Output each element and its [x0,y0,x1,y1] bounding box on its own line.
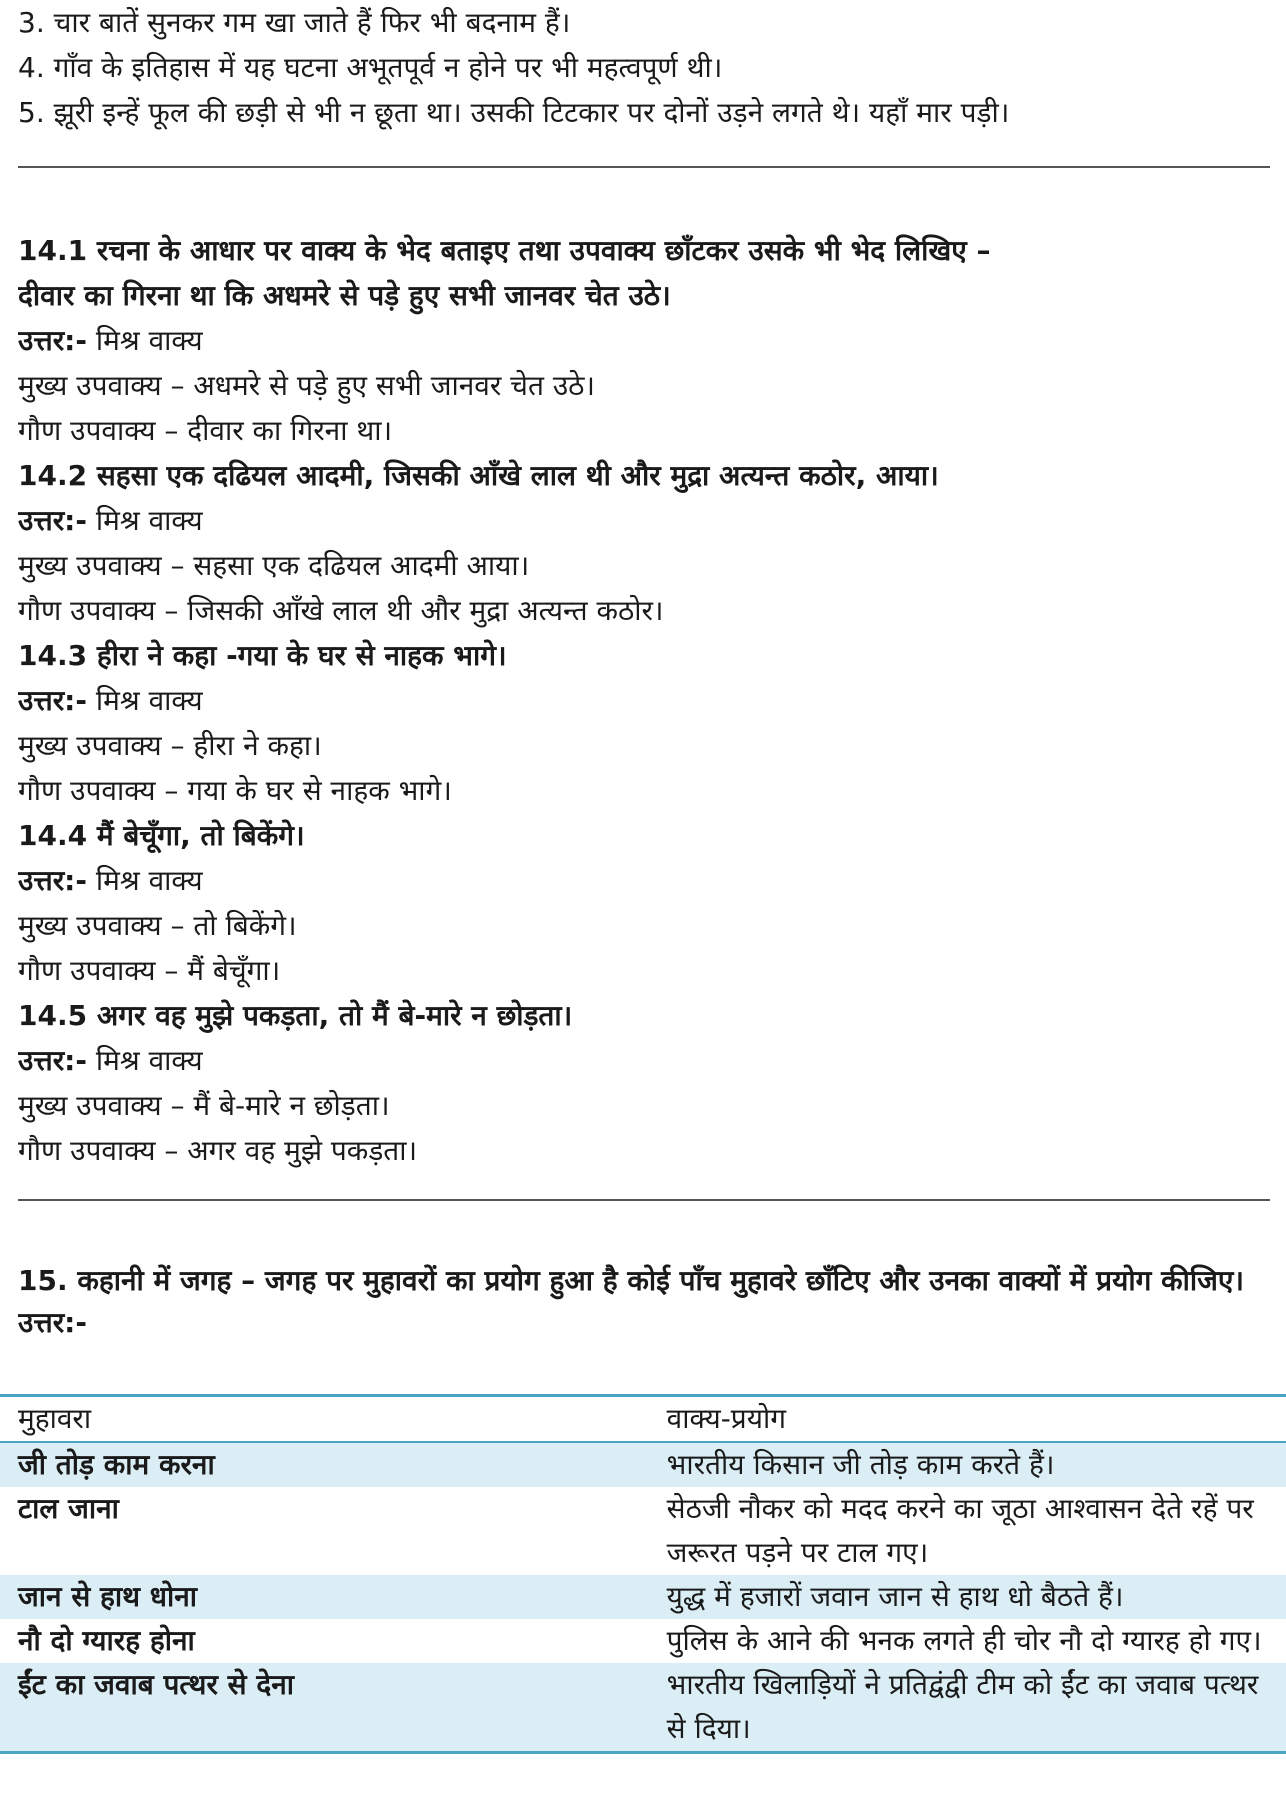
question-14-1-title: 14.1 रचना के आधार पर वाक्य के भेद बताइए तथा उपवाक्य छाँटकर उसके भी भेद लिखिए – [18,234,991,267]
question-14-2: 14.2 सहसा एक दढियल आदमी, जिसकी आँखे लाल थी और मुद्रा अत्यन्त कठोर, आया। [18,459,939,492]
question-15-section [18,1258,1268,1343]
sub-clause-14-1: गौण उपवाक्य – दीवार का गिरना था। [18,414,393,447]
answer-14-3 [18,678,991,723]
answer-14-1 [18,318,991,363]
table-row [0,1487,1286,1575]
question-15-title: 15. कहानी में जगह – जगह पर मुहावरों का प्रयोग हुआ है कोई पाँच मुहावरे छाँटिए और उनका वाक्यों में प्रयोग कीजिए। [18,1264,1244,1297]
question-14-5: 14.5 अगर वह मुझे पकड़ता, तो मैं बे-मारे न छोड़ता। [18,999,573,1032]
table-row [0,1575,1286,1619]
main-clause-14-5: मुख्य उपवाक्य – मैं बे-मारे न छोड़ता। [18,1089,390,1122]
answer-line-3: 3. चार बातें सुनकर गम खा जाते हैं फिर भी बदनाम हैं। [18,6,571,39]
idiom-cell: जान से हाथ धोना [18,1580,198,1613]
idiom-cell: ईंट का जवाब पत्थर से देना [0,1663,649,1753]
idiom-cell: टाल जाना [18,1492,119,1525]
main-clause-14-2: मुख्य उपवाक्य – सहसा एक दढियल आदमी आया। [18,549,530,582]
main-clause-14-1: मुख्य उपवाक्य – अधमरे से पड़े हुए सभी जानवर चेत उठे। [18,369,596,402]
answer-type: मिश्र वाक्य [95,864,203,897]
sentence-cell: युद्ध में हजारों जवान जान से हाथ धो बैठते हैं। [666,1580,1124,1613]
answer-14-5 [18,1038,991,1083]
answer-type: मिश्र वाक्य [95,324,203,357]
answer-line-4: 4. गाँव के इतिहास में यह घटना अभूतपूर्व न होने पर भी महत्वपूर्ण थी। [18,51,723,84]
main-clause-14-4: मुख्य उपवाक्य – तो बिकेंगे। [18,909,297,942]
answer-14-2 [18,498,991,543]
idioms-table [0,1394,1286,1754]
answer-15-label: उत्तर:- [18,1306,87,1339]
table-row [0,1619,1286,1663]
idiom-cell: नौ दो ग्यारह होना [18,1624,195,1657]
question-14-4: 14.4 मैं बेचूँगा, तो बिकेंगे। [18,819,305,852]
sentence-cell: भारतीय किसान जी तोड़ काम करते हैं। [666,1448,1055,1481]
answer-line-5: 5. झूरी इन्हें फूल की छड़ी से भी न छूता था। उसकी टिटकार पर दोनों उड़ने लगते थे। यहाँ मार पड़ी। [18,96,1010,129]
sentence-cell: भारतीय खिलाड़ियों ने प्रतिद्वंद्वी टीम को ईंट का जवाब पत्थर से दिया। [649,1663,1286,1753]
sentence-cell: पुलिस के आने की भनक लगते ही चोर नौ दो ग्यारह हो गए। [666,1624,1262,1657]
table-row [0,1442,1286,1487]
section-divider [18,1199,1270,1201]
header-sentence: वाक्य-प्रयोग [649,1396,1286,1443]
answer-label: उत्तर:- [18,864,87,897]
answer-label: उत्तर:- [18,324,87,357]
answer-label: उत्तर:- [18,684,87,717]
question-14-section [18,228,991,1173]
question-14-1-sentence: दीवार का गिरना था कि अधमरे से पड़े हुए सभी जानवर चेत उठे। [18,279,671,312]
sub-clause-14-4: गौण उपवाक्य – मैं बेचूँगा। [18,954,281,987]
answer-14-4 [18,858,991,903]
idiom-cell: जी तोड़ काम करना [18,1448,215,1481]
top-answer-lines [18,0,1009,135]
answer-label: उत्तर:- [18,1044,87,1077]
sub-clause-14-2: गौण उपवाक्य – जिसकी आँखे लाल थी और मुद्रा अत्यन्त कठोर। [18,594,664,627]
section-divider [18,166,1270,168]
answer-type: मिश्र वाक्य [95,684,203,717]
answer-type: मिश्र वाक्य [95,1044,203,1077]
sub-clause-14-3: गौण उपवाक्य – गया के घर से नाहक भागे। [18,774,452,807]
answer-label: उत्तर:- [18,504,87,537]
question-14-3: 14.3 हीरा ने कहा -गया के घर से नाहक भागे। [18,639,507,672]
sentence-cell: सेठजी नौकर को मदद करने का जूठा आश्वासन देते रहें पर जरूरत पड़ने पर टाल गए। [666,1492,1254,1569]
table-row [0,1663,1286,1753]
header-idiom: मुहावरा [0,1396,649,1443]
main-clause-14-3: मुख्य उपवाक्य – हीरा ने कहा। [18,729,322,762]
sub-clause-14-5: गौण उपवाक्य – अगर वह मुझे पकड़ता। [18,1134,418,1167]
answer-type: मिश्र वाक्य [95,504,203,537]
table-header-row [0,1396,1286,1443]
